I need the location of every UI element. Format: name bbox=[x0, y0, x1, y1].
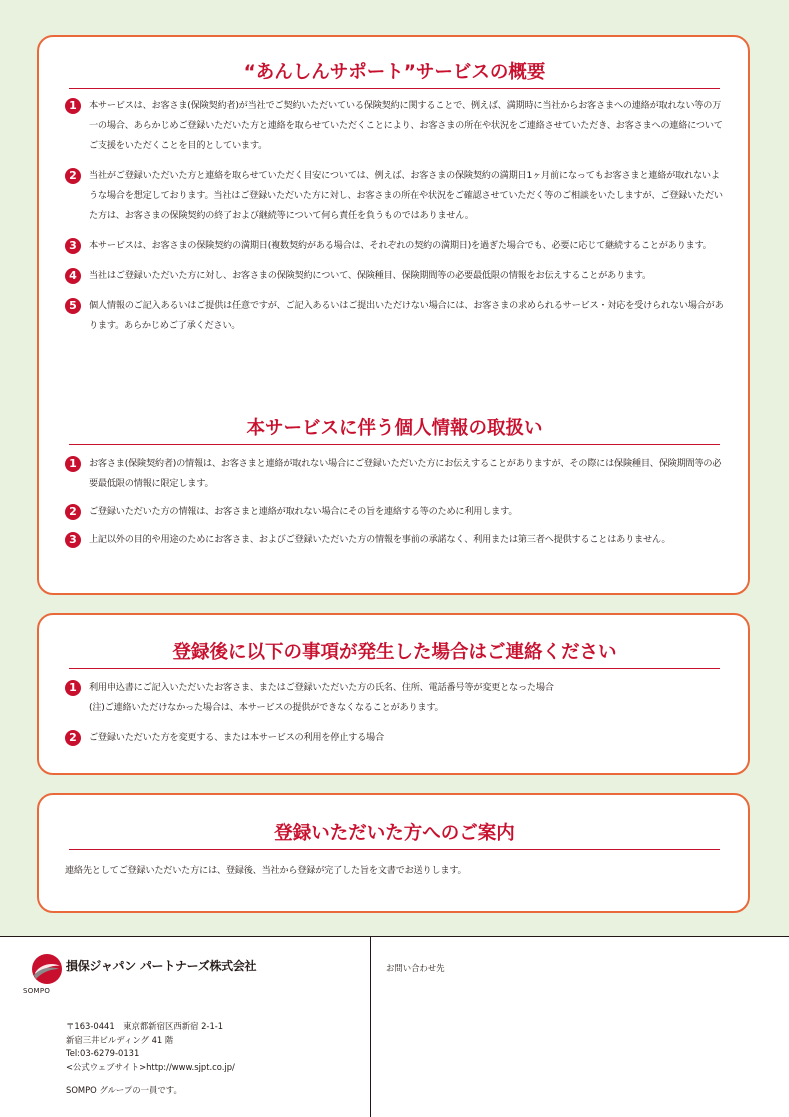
number-badge: 2 bbox=[65, 168, 81, 184]
list-item bbox=[65, 266, 725, 286]
overview-title: “あんしんサポート”サービスの概要 bbox=[69, 61, 720, 89]
change-notice-panel bbox=[37, 613, 750, 775]
number-badge: 4 bbox=[65, 268, 81, 284]
company-address bbox=[66, 1020, 235, 1074]
list-item bbox=[65, 728, 725, 748]
item-note: (注)ご連絡いただけなかった場合は、本サービスの提供ができなくなることがあります。 bbox=[89, 702, 444, 713]
item-text: 当社がご登録いただいた方と連絡を取らせていただく目安については、例えば、お客さまの保険契約の満期日1ヶ月前になってもお客さまと連絡が取れないような場合を想定しております。当社はご登録いただいた方に対し、お客さまの所在や状況をご確認させていただく等のご相談をいたしますが、ご登録いただいた方は、お客さまの保険契約の終了および継続等について何ら責任を負うものではありません。 bbox=[89, 170, 723, 221]
list-item bbox=[65, 454, 725, 494]
item-text: ご登録いただいた方を変更する、または本サービスの利用を停止する場合 bbox=[89, 732, 384, 743]
contact-label: お問い合わせ先 bbox=[386, 963, 445, 973]
sompo-logo-icon bbox=[31, 953, 63, 985]
list-item bbox=[65, 678, 725, 718]
phone-line: Tel:03-6279-0131 bbox=[66, 1048, 140, 1058]
list-item bbox=[65, 502, 725, 522]
item-text: 当社はご登録いただいた方に対し、お客さまの保険契約について、保険種目、保険期間等の必要最低限の情報をお伝えすることがあります。 bbox=[89, 270, 651, 281]
privacy-list bbox=[65, 454, 725, 550]
number-badge: 3 bbox=[65, 532, 81, 548]
list-item bbox=[65, 96, 725, 156]
list-item bbox=[65, 296, 725, 336]
number-badge: 1 bbox=[65, 456, 81, 472]
number-badge: 1 bbox=[65, 680, 81, 696]
item-text: 利用申込書にご記入いただいたお客さま、またはご登録いただいた方の氏名、住所、電話番号等が変更となった場合 bbox=[89, 682, 554, 693]
item-text: ご登録いただいた方の情報は、お客さまと連絡が取れない場合にその旨を連絡する等のために利用します。 bbox=[89, 506, 518, 517]
company-name: 損保ジャパン パートナーズ株式会社 bbox=[66, 959, 257, 973]
logo-text: SOMPO bbox=[23, 987, 51, 995]
item-text: お客さま(保険契約者)の情報は、お客さまと連絡が取れない場合にご登録いただいた方にお伝えすることがありますが、その際には保険種目、保険期間等の必要最低限の情報に限定します。 bbox=[89, 458, 722, 489]
changes-list bbox=[65, 678, 725, 748]
number-badge: 1 bbox=[65, 98, 81, 114]
guidance-title: 登録いただいた方へのご案内 bbox=[69, 822, 720, 850]
item-text: 上記以外の目的や用途のためにお客さま、およびご登録いただいた方の情報を事前の承諾なく、利用または第三者へ提供することはありません。 bbox=[89, 534, 671, 545]
list-item bbox=[65, 530, 725, 550]
number-badge: 5 bbox=[65, 298, 81, 314]
item-text: 本サービスは、お客さま(保険契約者)が当社でご契約いただいている保険契約に関することで、例えば、満期時に当社からお客さまへの連絡が取れない等の万一の場合、あらかじめご登録いただいた方と連絡を取らせていただくことにより、お客さまの所在や状況をご連絡させていただき、お客さまへの連絡についてご支援をいただくことを目的としています。 bbox=[89, 100, 723, 151]
privacy-title: 本サービスに伴う個人情報の取扱い bbox=[69, 417, 720, 445]
footer-rule bbox=[0, 936, 789, 937]
website-line: <公式ウェブサイト>http://www.sjpt.co.jp/ bbox=[66, 1061, 235, 1072]
address-line: 新宿三井ビルディング 41 階 bbox=[66, 1034, 174, 1045]
changes-title: 登録後に以下の事項が発生した場合はご連絡ください bbox=[69, 641, 720, 669]
group-note: SOMPO グループの一員です。 bbox=[66, 1085, 182, 1095]
service-overview-panel bbox=[37, 35, 750, 595]
number-badge: 2 bbox=[65, 730, 81, 746]
list-item bbox=[65, 236, 725, 256]
registrant-guidance-panel bbox=[37, 793, 750, 913]
overview-list bbox=[65, 96, 725, 336]
footer-divider bbox=[370, 936, 371, 1117]
item-text: 個人情報のご記入あるいはご提供は任意ですが、ご記入あるいはご提出いただけない場合には、お客さまの求められるサービス・対応を受けられない場合があります。あらかじめご了承ください。 bbox=[89, 300, 724, 331]
number-badge: 2 bbox=[65, 504, 81, 520]
number-badge: 3 bbox=[65, 238, 81, 254]
footer bbox=[0, 936, 789, 1117]
address-line: 〒163-0441 東京都新宿区西新宿 2-1-1 bbox=[66, 1021, 224, 1031]
guidance-text: 連絡先としてご登録いただいた方には、登録後、当社から登録が完了した旨を文書でお送りします。 bbox=[65, 865, 467, 876]
item-text: 本サービスは、お客さまの保険契約の満期日(複数契約がある場合は、それぞれの契約の満期日)を過ぎた場合でも、必要に応じて継続することがあります。 bbox=[89, 240, 712, 251]
list-item bbox=[65, 166, 725, 226]
